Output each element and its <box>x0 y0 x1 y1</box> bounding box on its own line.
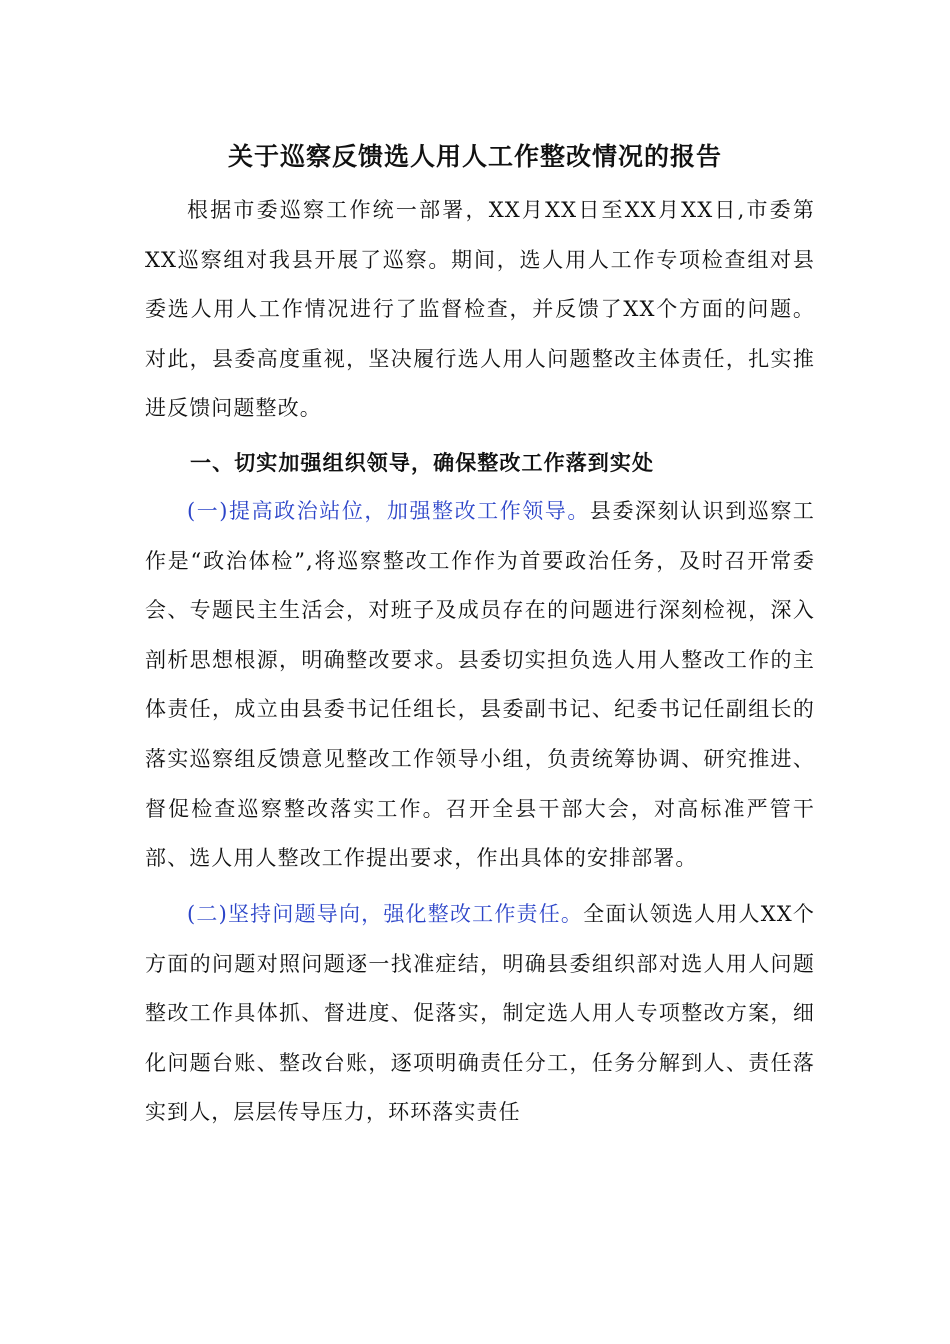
subsection-1 <box>145 487 815 884</box>
intro-paragraph: 根据市委巡察工作统一部署，XX月XX日至XX月XX日,市委第XX巡察组对我县开展了巡察。期间，选人用人工作专项检查组对县委选人用人工作情况进行了监督检查，并反馈了XX个方面的问题。对此，县委高度重视，坚决履行选人用人问题整改主体责任，扎实推进反馈问题整改。 <box>145 198 815 421</box>
subsection-2-body: 全面认领选人用人XX个方面的问题对照问题逐一找准症结，明确县委组织部对选人用人问题整改工作具体抓、督进度、促落实，制定选人用人专项整改方案，细化问题台账、整改台账，逐项明确责任分工，任务分解到人、责任落实到人，层层传导压力，环环落实责任 <box>145 902 815 1125</box>
subsection-2-paragraph <box>145 890 815 1138</box>
subsection-1-paragraph <box>145 487 815 884</box>
subsection-1-heading: (一)提高政治站位，加强整改工作领导。 <box>187 499 590 523</box>
subsection-2-heading: (二)坚持问题导向，强化整改工作责任。 <box>187 902 584 926</box>
document-title: 关于巡察反馈选人用人工作整改情况的报告 <box>227 142 722 171</box>
intro-section <box>145 186 815 434</box>
subsection-1-body: 县委深刻认识到巡察工作是“政治体检”,将巡察整改工作作为首要政治任务，及时召开常委会、专题民主生活会，对班子及成员存在的问题进行深刻检视，深入剖析思想根源，明确整改要求。县委切实担负选人用人整改工作的主体责任，成立由县委书记任组长，县委副书记、纪委书记任副组长的落实巡察组反馈意见整改工作领导小组，负责统筹协调、研究推进、督促检查巡察整改落实工作。召开全县干部大会，对高标准严管干部、选人用人整改工作提出要求，作出具体的安排部署。 <box>145 499 815 871</box>
subsection-2 <box>145 890 815 1138</box>
section-heading-1: 一、切实加强组织领导，确保整改工作落到实处 <box>190 450 655 475</box>
